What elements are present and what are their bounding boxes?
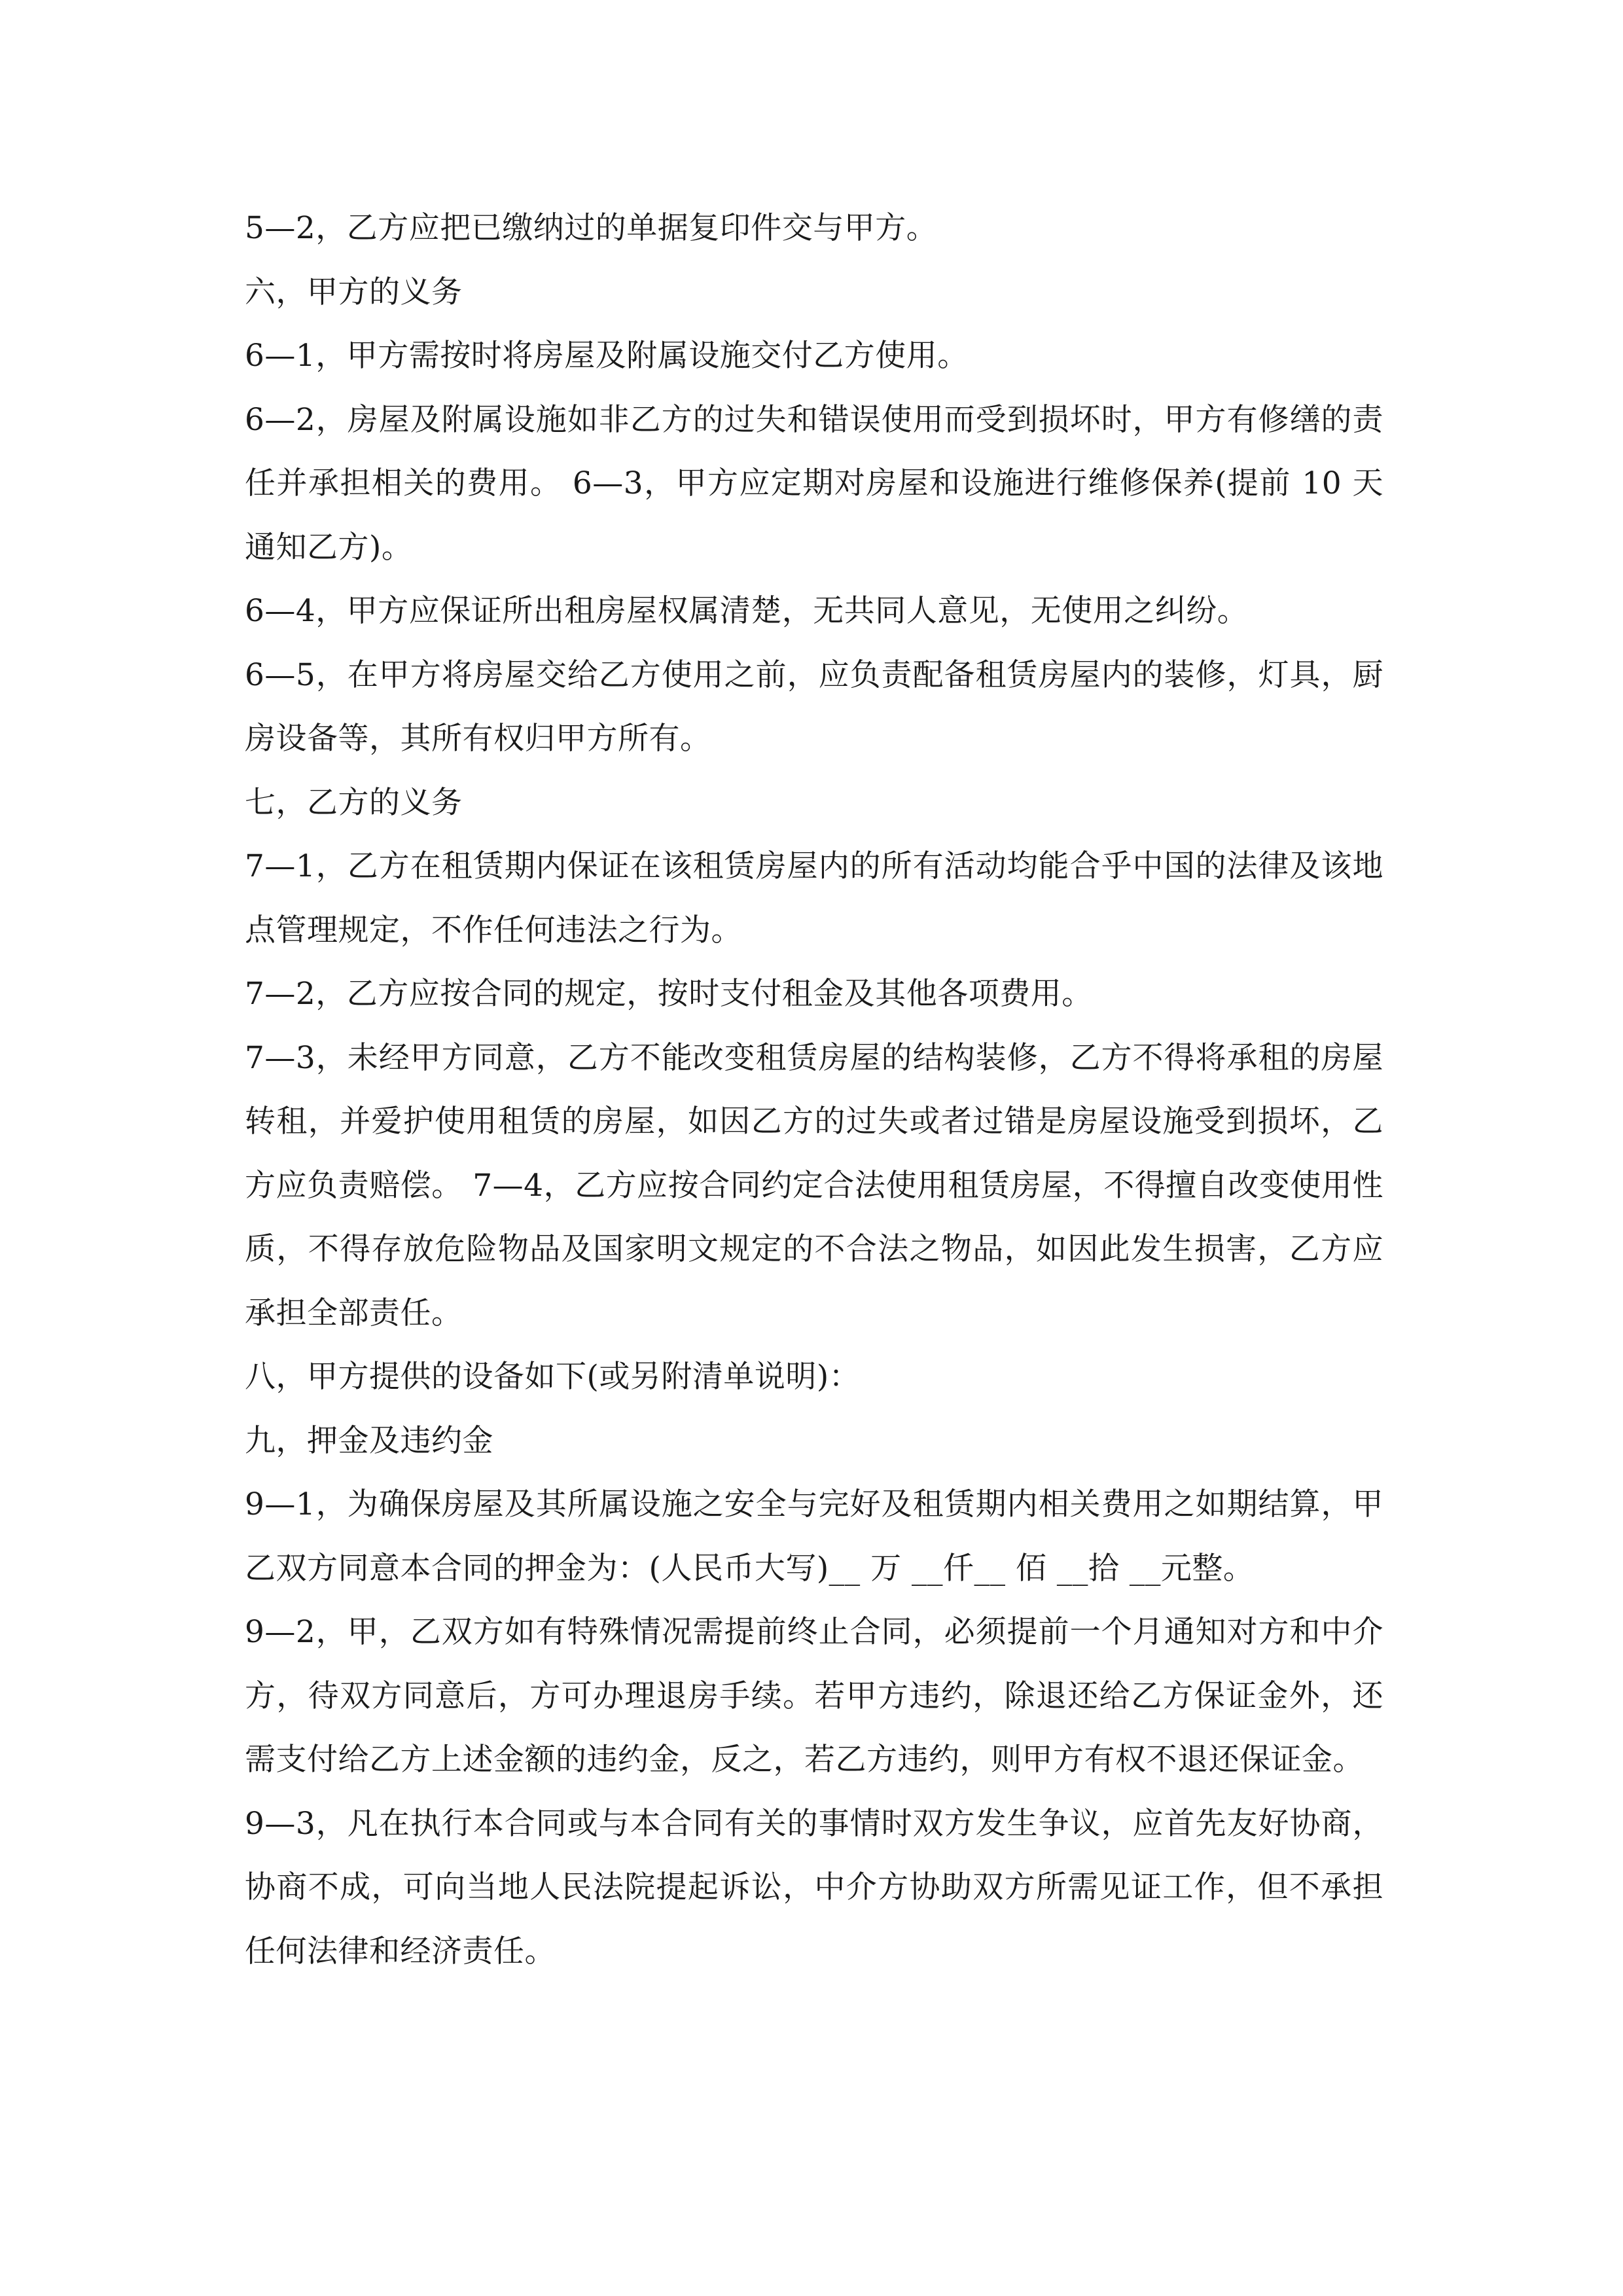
clause-9-3: 9—3，凡在执行本合同或与本合同有关的事情时双方发生争议，应首先友好协商，协商不成，可向当地人民法院提起诉讼，中介方协助双方所需见证工作，但不承担任何法律和经济责任。 <box>245 1805 1383 1969</box>
clause-9-1: 9—1，为确保房屋及其所属设施之安全与完好及租赁期内相关费用之如期结算，甲乙双方同意本合同的押金为：(人民币大写)__ 万 __仟__ 佰 __拾 __元整。 <box>245 1486 1383 1587</box>
section-heading-9: 九，押金及违约金 <box>245 1422 493 1459</box>
clause-6-1: 6—1，甲方需按时将房屋及附属设施交付乙方使用。 <box>245 338 969 374</box>
clause-6-5: 6—5，在甲方将房屋交给乙方使用之前，应负责配备租赁房屋内的装修，灯具，厨房设备等，其所有权归甲方所有。 <box>245 656 1383 757</box>
clause-7-2: 7—2，乙方应按合同的规定，按时支付租金及其他各项费用。 <box>245 976 1093 1012</box>
clause-6-2-6-3: 6—2，房屋及附属设施如非乙方的过失和错误使用而受到损坏时，甲方有修缮的责任并承担相关的费用。 6—3，甲方应定期对房屋和设施进行维修保养(提前 10 天通知乙方)。 <box>245 401 1383 565</box>
section-heading-8: 八，甲方提供的设备如下(或另附清单说明)： <box>245 1359 861 1395</box>
section-heading-7: 七，乙方的义务 <box>245 784 463 821</box>
clause-9-2: 9—2，甲，乙双方如有特殊情况需提前终止合同，必须提前一个月通知对方和中介方，待双方同意后，方可办理退房手续。若甲方违约，除退还给乙方保证金外，还需支付给乙方上述金额的违约金，反之，若乙方违约，则甲方有权不退还保证金。 <box>245 1614 1383 1778</box>
clause-6-4: 6—4，甲方应保证所出租房屋权属清楚，无共同人意见，无使用之纠纷。 <box>245 593 1249 629</box>
clause-7-1: 7—1，乙方在租赁期内保证在该租赁房屋内的所有活动均能合乎中国的法律及该地点管理规定，不作任何违法之行为。 <box>245 848 1383 948</box>
clause-5-2: 5—2，乙方应把已缴纳过的单据复印件交与甲方。 <box>245 210 938 246</box>
section-heading-6: 六，甲方的义务 <box>245 274 463 310</box>
document-body <box>245 196 1383 1983</box>
clause-7-3-7-4: 7—3，未经甲方同意，乙方不能改变租赁房屋的结构装修，乙方不得将承租的房屋转租，并爱护使用租赁的房屋，如因乙方的过失或者过错是房屋设施受到损坏，乙方应负责赔偿。 7—4，乙方应按合同约定合法使用租赁房屋，不得擅自改变使用性质，不得存放危险物品及国家明文规定的不合法之物品，如因此发生损害，乙方应承担全部责任。 <box>245 1039 1383 1331</box>
